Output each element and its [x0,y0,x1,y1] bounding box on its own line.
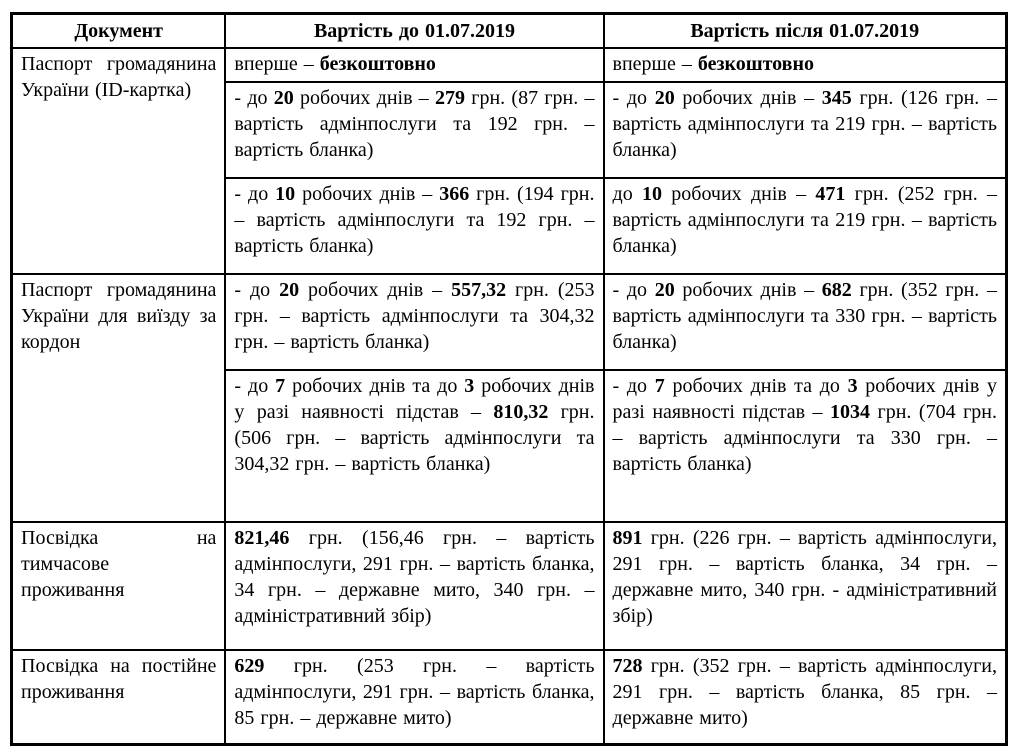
cell-doc-temp-residence: Посвідка на тимчасове проживання [12,522,226,650]
document-fees-table [10,12,1008,746]
cell-temp-after: 891 грн. (226 грн. – вартість адмінпослуги, 291 грн. – вартість бланка, 34 грн. – державне мито, 340 грн. - адміністративний збір) [604,522,1007,650]
cell-doc-travel-passport: Паспорт громадянина України для виїзду за кордон [12,274,226,522]
header-document: Документ [12,14,226,49]
cell-travel-20days-after: - до 20 робочих днів – 682 грн. (352 грн. – вартість адмінпослуги та 330 грн. – вартість бланка) [604,274,1007,370]
table-row-id-card-first [12,48,1007,82]
cell-id-20days-before: - до 20 робочих днів – 279 грн. (87 грн. – вартість адмінпослуги та 192 грн. – вартість бланка) [225,82,603,178]
cell-doc-perm-residence: Посвідка на постійне проживання [12,650,226,744]
header-cost-after: Вартість після 01.07.2019 [604,14,1007,49]
cell-travel-7days-after: - до 7 робочих днів та до 3 робочих днів у разі наявності підстав – 1034 грн. (704 грн. – вартість адмінпослуги та 330 грн. – вартість бланка) [604,370,1007,522]
header-cost-before: Вартість до 01.07.2019 [225,14,603,49]
table-row-perm-residence [12,650,1007,744]
cell-id-first-before: вперше – безкоштовно [225,48,603,82]
cell-id-10days-before: - до 10 робочих днів – 366 грн. (194 грн. – вартість адмінпослуги та 192 грн. – вартість бланка) [225,178,603,274]
cell-temp-before: 821,46 грн. (156,46 грн. – вартість адмінпослуги, 291 грн. – вартість бланка, 34 грн. – державне мито, 340 грн. – адміністративний збір) [225,522,603,650]
cell-travel-7days-before: - до 7 робочих днів та до 3 робочих днів у разі наявності підстав – 810,32 грн. (506 грн. – вартість адмінпослуги та 304,32 грн. – вартість бланка) [225,370,603,522]
cell-doc-id-card: Паспорт громадянина України (ID-картка) [12,48,226,274]
cell-travel-20days-before: - до 20 робочих днів – 557,32 грн. (253 грн. – вартість адмінпослуги та 304,32 грн. – вартість бланка) [225,274,603,370]
cell-perm-before: 629 грн. (253 грн. – вартість адмінпослуги, 291 грн. – вартість бланка, 85 грн. – державне мито) [225,650,603,744]
cell-id-10days-after: до 10 робочих днів – 471 грн. (252 грн. – вартість адмінпослуги та 219 грн. – вартість бланка) [604,178,1007,274]
cell-id-20days-after: - до 20 робочих днів – 345 грн. (126 грн. – вартість адмінпослуги та 219 грн. – вартість бланка) [604,82,1007,178]
table-row-temp-residence [12,522,1007,650]
header-row [12,14,1007,49]
cell-id-first-after: вперше – безкоштовно [604,48,1007,82]
cell-perm-after: 728 грн. (352 грн. – вартість адмінпослуги, 291 грн. – вартість бланка, 85 грн. – державне мито) [604,650,1007,744]
table-row-travel-20days [12,274,1007,370]
